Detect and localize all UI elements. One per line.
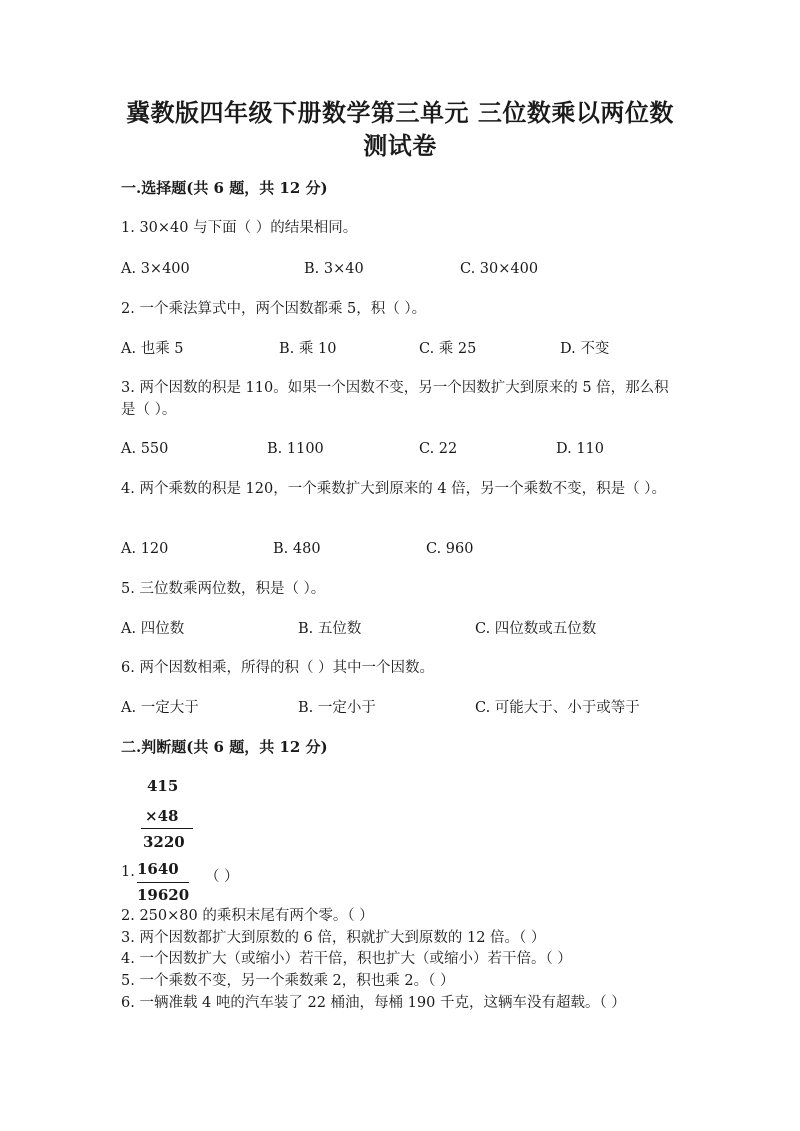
calc-divider-2 bbox=[137, 882, 189, 883]
judge-1-prefix: 1. bbox=[121, 864, 135, 880]
q2-option-c: C. 乘 25 bbox=[419, 341, 477, 357]
q4-option-a: A. 120 bbox=[121, 541, 169, 557]
q6-option-b: B. 一定小于 bbox=[298, 700, 376, 716]
judge-4: 4. 一个因数扩大（或缩小）若干倍，积也扩大（或缩小）若干倍。（ ） bbox=[121, 951, 572, 967]
page-title bbox=[60, 96, 740, 162]
calc-multiplier: ×48 bbox=[145, 807, 179, 825]
question-4: 4. 两个乘数的积是 120，一个乘数扩大到原来的 4 倍，另一个乘数不变，积是（ ）。 bbox=[121, 481, 667, 497]
q4-option-c: C. 960 bbox=[426, 541, 474, 557]
question-3: 3. 两个因数的积是 110。如果一个因数不变，另一个因数扩大到原来的 5 倍，那么积是（ ）。 bbox=[121, 380, 669, 418]
section-heading-judge: 二.判断题(共 6 题，共 12 分) bbox=[121, 738, 328, 756]
judge-2: 2. 250×80 的乘积末尾有两个零。（ ） bbox=[121, 908, 374, 924]
question-6: 6. 两个因数相乘，所得的积（ ）其中一个因数。 bbox=[121, 660, 435, 676]
vertical-multiplication-bottom bbox=[137, 858, 207, 908]
q6-option-a: A. 一定大于 bbox=[121, 700, 199, 716]
question-5: 5. 三位数乘两位数，积是（ ）。 bbox=[121, 581, 326, 597]
q5-option-b: B. 五位数 bbox=[298, 621, 362, 637]
calc-partial-2: 1640 bbox=[137, 860, 179, 878]
q1-option-c: C. 30×400 bbox=[460, 261, 539, 277]
q3-option-b: B. 1100 bbox=[267, 441, 324, 457]
judge-3: 3. 两个因数都扩大到原数的 6 倍，积就扩大到原数的 12 倍。（ ） bbox=[121, 930, 546, 946]
judge-1-blank: （ ） bbox=[205, 869, 239, 885]
title-line-2: 测试卷 bbox=[363, 131, 437, 160]
calc-divider-1 bbox=[141, 828, 193, 829]
q2-option-b: B. 乘 10 bbox=[279, 341, 337, 357]
question-1: 1. 30×40 与下面（ ）的结果相同。 bbox=[121, 220, 358, 236]
q1-option-b: B. 3×40 bbox=[304, 261, 364, 277]
q6-option-c: C. 可能大于、小于或等于 bbox=[475, 700, 640, 716]
title-line-1: 冀教版四年级下册数学第三单元 三位数乘以两位数 bbox=[126, 98, 674, 127]
q4-option-b: B. 480 bbox=[273, 541, 321, 557]
q3-option-c: C. 22 bbox=[419, 441, 458, 457]
calc-partial-1: 3220 bbox=[143, 833, 185, 851]
question-2: 2. 一个乘法算式中，两个因数都乘 5，积（ ）。 bbox=[121, 301, 427, 317]
judge-5: 5. 一个乘数不变，另一个乘数乘 2，积也乘 2。（ ） bbox=[121, 973, 455, 989]
calc-product: 19620 bbox=[137, 886, 190, 904]
q1-option-a: A. 3×400 bbox=[121, 261, 190, 277]
section-heading-choice: 一.选择题(共 6 题，共 12 分) bbox=[121, 179, 328, 197]
q3-option-a: A. 550 bbox=[121, 441, 169, 457]
q2-option-d: D. 不变 bbox=[560, 341, 610, 357]
judge-6: 6. 一辆准载 4 吨的汽车装了 22 桶油，每桶 190 千克，这辆车没有超载。（ ） bbox=[121, 995, 626, 1011]
q5-option-c: C. 四位数或五位数 bbox=[475, 621, 597, 637]
calc-multiplicand: 415 bbox=[147, 777, 179, 795]
q2-option-a: A. 也乘 5 bbox=[121, 341, 184, 357]
q3-option-d: D. 110 bbox=[556, 441, 605, 457]
q5-option-a: A. 四位数 bbox=[121, 621, 185, 637]
